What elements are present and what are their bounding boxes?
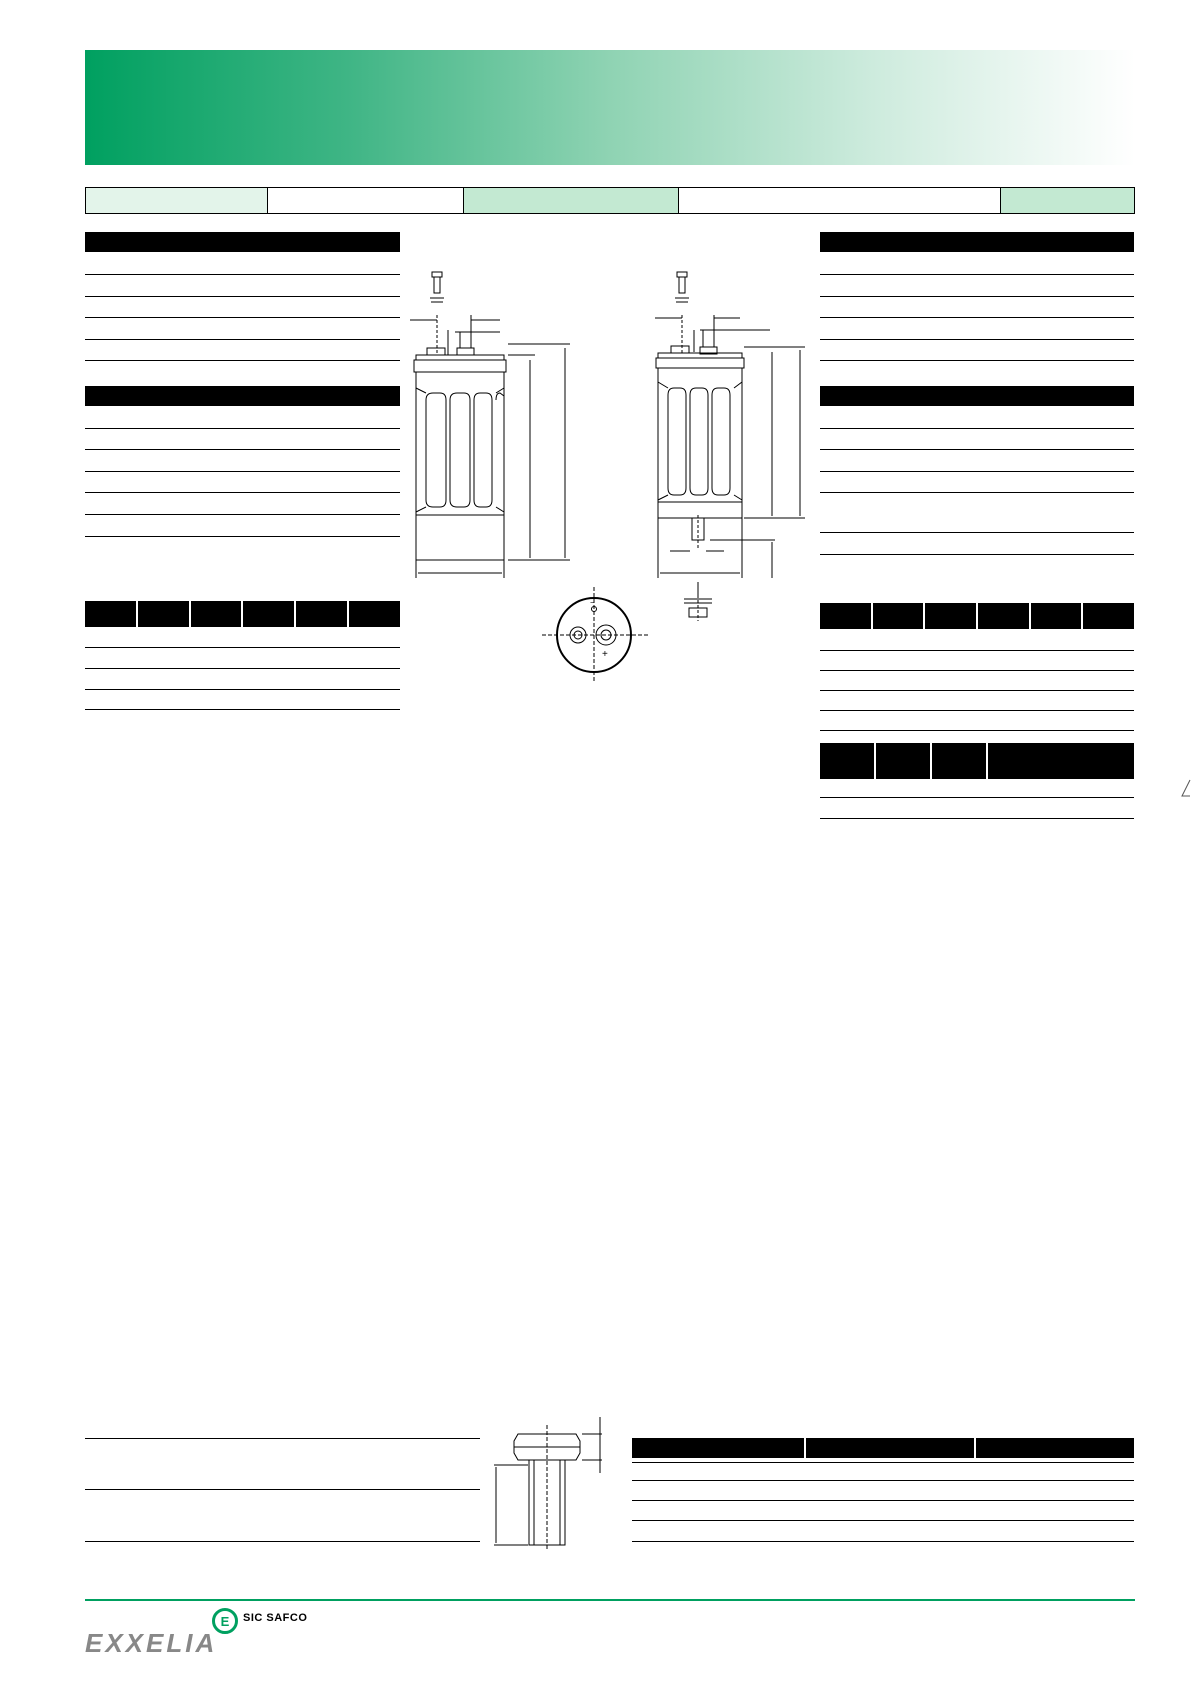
table-row bbox=[85, 647, 400, 648]
tab-strip bbox=[85, 187, 1135, 214]
table-row bbox=[85, 1438, 480, 1439]
table-header bbox=[85, 386, 400, 406]
nut-washer-icon bbox=[680, 585, 716, 625]
brand-logo-icon: E bbox=[212, 1608, 238, 1634]
tab-3[interactable] bbox=[464, 188, 679, 213]
table-header bbox=[632, 1438, 1134, 1458]
table-row bbox=[632, 1462, 1134, 1463]
table-row bbox=[820, 532, 1134, 533]
table-row bbox=[85, 709, 400, 710]
table-row bbox=[85, 492, 400, 493]
table-row bbox=[820, 492, 1134, 493]
table-row bbox=[820, 274, 1134, 275]
footer-divider bbox=[85, 1599, 1135, 1601]
table-row bbox=[820, 797, 1134, 798]
table-row bbox=[820, 296, 1134, 297]
bottom-right-table bbox=[632, 1438, 1134, 1458]
page-edge-mark bbox=[1180, 778, 1191, 800]
table-row bbox=[85, 668, 400, 669]
bolt-drawing bbox=[490, 1415, 610, 1550]
right-mounting-table bbox=[820, 743, 1134, 779]
sub-brand-label: SIC SAFCO bbox=[243, 1612, 308, 1624]
table-row bbox=[85, 296, 400, 297]
top-view-drawing bbox=[540, 585, 650, 685]
table-row bbox=[820, 690, 1134, 691]
table-row bbox=[85, 1541, 480, 1542]
table-row bbox=[820, 710, 1134, 711]
table-header bbox=[820, 743, 1134, 779]
table-header bbox=[85, 232, 400, 252]
capacitor-drawing-stud-mount bbox=[640, 260, 820, 600]
table-row bbox=[820, 650, 1134, 651]
brand-logo-text: EXXELIA bbox=[85, 1628, 218, 1658]
terminal-plus-label: + bbox=[602, 649, 608, 660]
right-spec-table-2 bbox=[820, 386, 1134, 406]
table-row bbox=[85, 428, 400, 429]
table-header bbox=[85, 601, 400, 627]
table-row bbox=[820, 449, 1134, 450]
tab-2[interactable] bbox=[268, 188, 464, 213]
table-row bbox=[820, 554, 1134, 555]
table-row bbox=[632, 1500, 1134, 1501]
table-row bbox=[820, 428, 1134, 429]
table-row bbox=[85, 339, 400, 340]
terminal-minus-label: − bbox=[590, 598, 595, 607]
table-row bbox=[85, 536, 400, 537]
table-row bbox=[85, 689, 400, 690]
table-header bbox=[820, 232, 1134, 252]
table-row bbox=[85, 1489, 480, 1490]
table-row bbox=[820, 730, 1134, 731]
table-row bbox=[820, 317, 1134, 318]
right-dimension-table bbox=[820, 603, 1134, 629]
table-row bbox=[632, 1520, 1134, 1521]
table-row bbox=[85, 360, 400, 361]
tab-5[interactable] bbox=[1001, 188, 1134, 213]
table-row bbox=[85, 317, 400, 318]
table-row bbox=[820, 818, 1134, 819]
table-row bbox=[820, 471, 1134, 472]
table-row bbox=[820, 670, 1134, 671]
table-row bbox=[632, 1480, 1134, 1481]
left-dimension-table bbox=[85, 601, 400, 627]
table-row bbox=[85, 514, 400, 515]
table-header bbox=[820, 386, 1134, 406]
table-row bbox=[820, 339, 1134, 340]
table-row bbox=[632, 1541, 1134, 1542]
right-spec-table-1 bbox=[820, 232, 1134, 252]
tab-1[interactable] bbox=[86, 188, 268, 213]
table-header bbox=[820, 603, 1134, 629]
table-row bbox=[85, 471, 400, 472]
left-spec-table-1 bbox=[85, 232, 400, 252]
header-banner bbox=[85, 50, 1135, 165]
table-row bbox=[820, 360, 1134, 361]
capacitor-drawing-screw-terminal bbox=[400, 260, 580, 580]
table-row bbox=[85, 274, 400, 275]
table-row bbox=[85, 449, 400, 450]
tab-4[interactable] bbox=[679, 188, 1001, 213]
left-spec-table-2 bbox=[85, 386, 400, 406]
